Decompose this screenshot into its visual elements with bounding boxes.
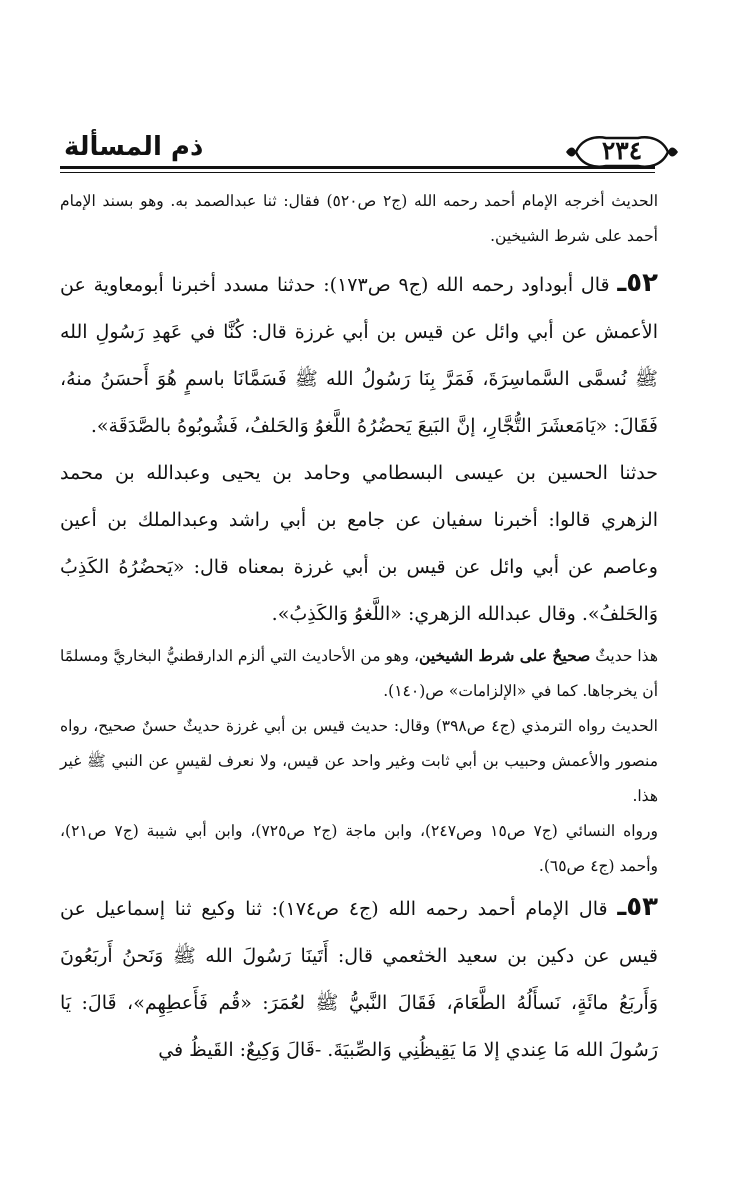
page-number: ٢٣٤ xyxy=(601,136,643,165)
paragraph-2-text: قال أبوداود رحمه الله (ج٩ ص١٧٣): حدثنا مسدد أخبرنا أبومعاوية عن الأعمش عن أبي وائل عن قيس بن أبي غرزة قال: كُنَّا في عَهدِ رَسُولِ الله ﷺ نُسمَّى السَّماسِرَةَ، فَمَرَّ بِنَا رَسُولُ الله ﷺ فَسَمَّانَا باسمٍ هُوَ أَحسَنُ منهُ، فَقَالَ: «يَامَعشَرَ التُّجَّارِ، إنَّ البَيعَ يَحضُرُهُ اللَّغوُ وَالحَلفُ، فَشُوبُوهُ بالصَّدَقَة». xyxy=(60,274,658,437)
paragraph-5: الحديث رواه الترمذي (ج٤ ص٣٩٨) وقال: حديث قيس بن أبي غرزة حديثٌ حسنٌ صحيح، رواه منصور والأعمش وحبيب بن أبي ثابت وغير واحد عن قيس، ولا نعرف لقيسٍ عن النبي ﷺ غير هذا. xyxy=(60,717,658,805)
paragraph-7-text: قال الإمام أحمد رحمه الله (ج٤ ص١٧٤): ثنا وكيع ثنا إسماعيل عن قيس عن دكين بن سعيد الخثعمي قال: أَتَينَا رَسُولَ الله ﷺ وَنَحنُ أَربَعُونَ وَأَربَعُ مائَةٍ، نَسأَلُهُ الطَّعَامَ، فَقَالَ النَّبيُّ ﷺ لعُمَرَ: «قُم فَأَعطِهِم»، قَالَ: يَا رَسُولَ الله مَا عِندي إلا مَا يَقِيظُنِي وَالصِّبيَةَ. -قَالَ وَكِيعٌ: القَيظُ في xyxy=(60,898,658,1061)
paragraph-4-bold: صحيحٌ على شرط الشيخين xyxy=(419,646,591,665)
paragraph-2 xyxy=(60,260,658,450)
page-body xyxy=(60,184,658,1074)
paragraph-3: حدثنا الحسين بن عيسى البسطامي وحامد بن يحيى وعبدالله بن محمد الزهري قالوا: أخبرنا سفيان عن جامع بن أبي راشد وعبدالملك بن أعين وعاصم عن أبي وائل عن قيس بن أبي غرزة بمعناه قال: «يَحضُرُهُ الكَذِبُ وَالحَلفُ». وقال عبدالله الزهري: «اللَّغوُ وَالكَذِبُ». xyxy=(60,462,658,625)
page-header xyxy=(60,130,655,178)
paragraph-4 xyxy=(60,638,658,709)
paragraph-7 xyxy=(60,884,658,1074)
paragraph-1: الحديث أخرجه الإمام أحمد رحمه الله (ج٢ ص٥٢٠) فقال: ثنا عبدالصمد به. وهو بسند الإمام أحمد على شرط الشيخين. xyxy=(60,192,658,245)
paragraph-4-pre: هذا حديثٌ xyxy=(590,647,658,665)
hadith-number: ٥٣ـ xyxy=(617,892,658,922)
paragraph-6: ورواه النسائي (ج٧ ص١٥ وص٢٤٧)، وابن ماجة (ج٢ ص٧٢٥)، وابن أبي شيبة (ج٧ ص٢١)، وأحمد (ج٤ ص٦٥). xyxy=(60,822,658,875)
running-title: ذم المسألة xyxy=(64,132,204,162)
paragraph-4-text: ، وهو من الأحاديث التي ألزم الدارقطنيُّ البخاريَّ ومسلمًا أن يخرجاها. كما في «الإلزامات» ص(١٤٠). xyxy=(59,647,658,700)
page-number-ornament xyxy=(562,130,682,174)
hadith-number: ٥٢ـ xyxy=(617,268,658,298)
